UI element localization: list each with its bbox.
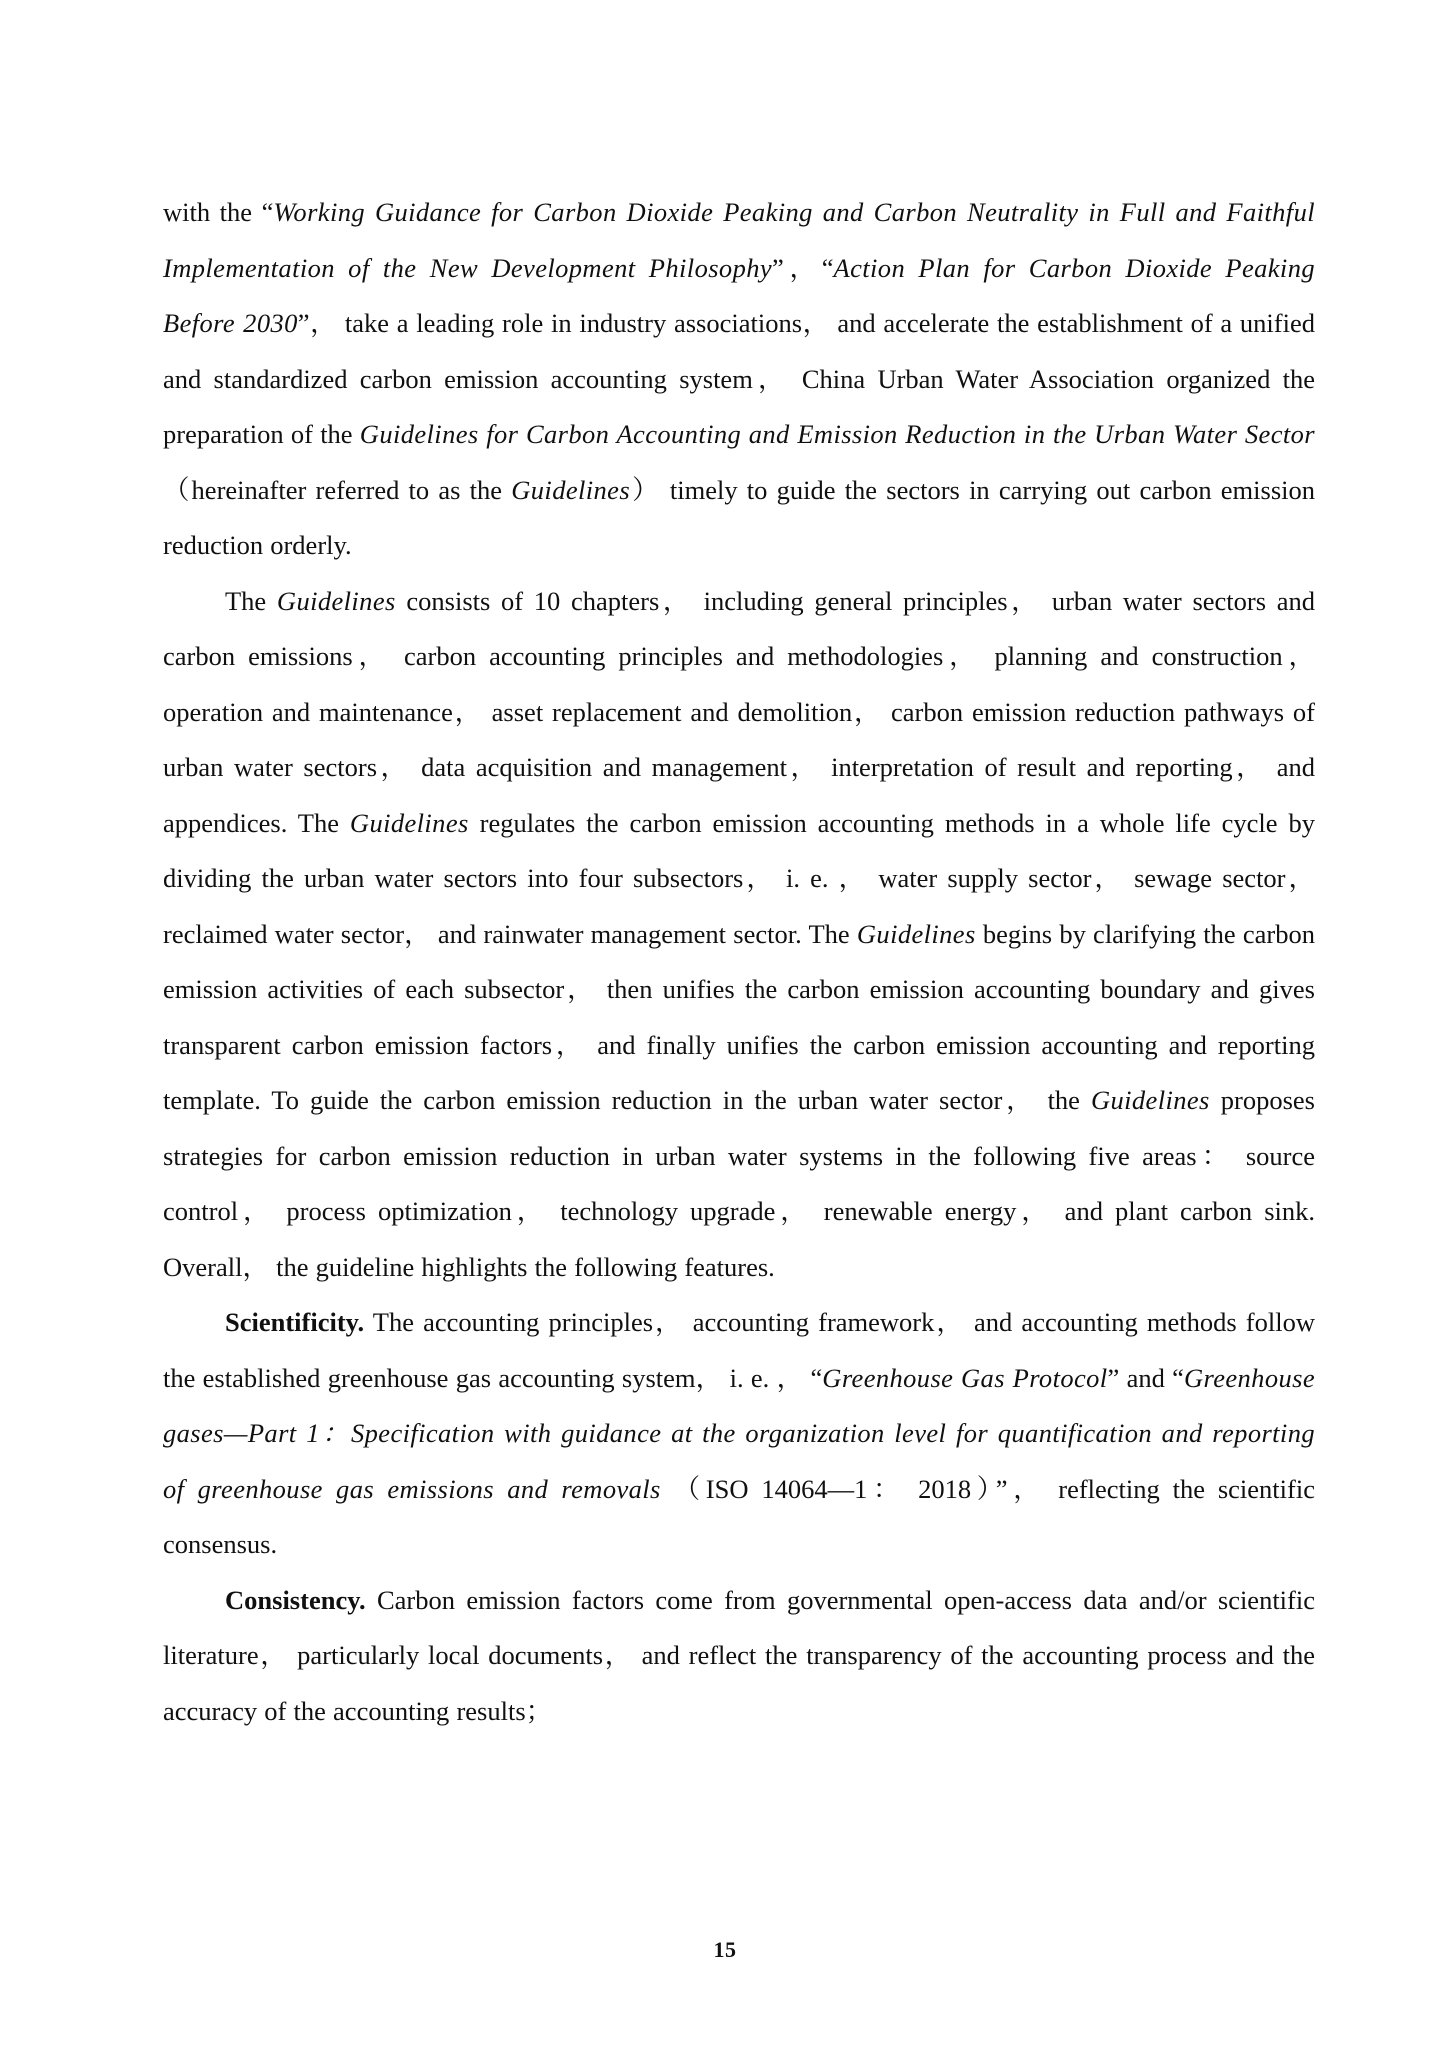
- para-continuation: [163, 185, 1315, 574]
- text-run: Carbon emission factors come from governmental open-access data and/or scientific literature， particularly local documents， and reflect the transparency of the accounting process and the accuracy of the accounting results；: [163, 1584, 1315, 1726]
- text-run: （hereinafter referred to as the: [163, 474, 512, 505]
- text-run: consists of 10 chapters， including general principles， urban water sectors and carbon emissions， carbon accounting principles and methodologies， planning and construction， operation and maintenance， asset replacement and demolition， carbon emission reduction pathways of urban water sectors， data acquisition and management， interpretation of result and reporting， and appendices. The: [163, 585, 1315, 838]
- italic-title-run: Guidelines: [511, 474, 631, 505]
- italic-title-run: Greenhouse Gas Protocol: [822, 1362, 1108, 1393]
- italic-title-run: Greenhouse gases—Part 1：Specification with guidance at the organization level for quantification and reporting of greenhouse gas emissions and removals: [163, 1362, 1315, 1504]
- italic-title-run: Working Guidance for Carbon Dioxide Peaking and Carbon Neutrality in Full and Faithful Implementation of the New Development Philosophy: [163, 197, 1315, 283]
- section-lead-in-heading: Scientificity.: [225, 1307, 365, 1337]
- text-run: The accounting principles， accounting framework， and accounting methods follow the established greenhouse gas accounting system， i. e. ， “: [163, 1307, 1315, 1393]
- italic-title-run: Action Plan for Carbon Dioxide Peaking Before 2030: [163, 252, 1315, 338]
- text-run: “: [261, 197, 274, 227]
- page-number: 15: [713, 1937, 737, 1962]
- italic-title-run: Guidelines: [349, 807, 469, 838]
- para-scientificity: [163, 1295, 1315, 1573]
- para-consistency: [163, 1573, 1315, 1740]
- text-run: ”， take a leading role in industry associations， and accelerate the establishment of a unified and standardized carbon emission accounting system， China Urban Water Association organized the preparation of the: [163, 308, 1315, 449]
- italic-title-run: Guidelines: [1090, 1085, 1210, 1115]
- text-run: with the: [163, 197, 262, 227]
- text-run: ” and “: [1107, 1362, 1184, 1393]
- text-run: ”，“: [772, 252, 834, 283]
- body-text-column: [163, 185, 1315, 1739]
- text-run: regulates the carbon emission accounting methods in a whole life cycle by dividing the urban water sectors into four subsectors， i. e. ， water supply sector， sewage sector， reclaimed water sector， and rainwater management sector. The: [163, 807, 1315, 949]
- italic-title-run: Guidelines: [276, 585, 396, 616]
- para-guidelines-overview: [163, 574, 1315, 1296]
- section-lead-in-heading: Consistency.: [225, 1584, 366, 1615]
- italic-title-run: Guidelines for Carbon Accounting and Emission Reduction in the Urban Water Sector: [359, 419, 1315, 449]
- text-run: proposes strategies for carbon emission reduction in urban water systems in the following five areas： source control， process optimization， technology upgrade， renewable energy， and plant carbon sink. Overall， the guideline highlights the following features.: [163, 1085, 1315, 1282]
- text-run: （ISO 14064—1： 2018）”， reflecting the scientific consensus.: [163, 1473, 1315, 1559]
- text-run: ） timely to guide the sectors in carrying out carbon emission reduction orderly.: [163, 474, 1315, 560]
- text-run: The: [225, 585, 277, 616]
- italic-title-run: Guidelines: [856, 918, 976, 949]
- text-run: begins by clarifying the carbon emission activities of each subsector， then unifies the carbon emission accounting boundary and gives transparent carbon emission factors， and finally unifies the carbon emission accounting and reporting template. To guide the carbon emission reduction in the urban water sector， the: [163, 918, 1315, 1115]
- paragraph-list: [163, 185, 1315, 1739]
